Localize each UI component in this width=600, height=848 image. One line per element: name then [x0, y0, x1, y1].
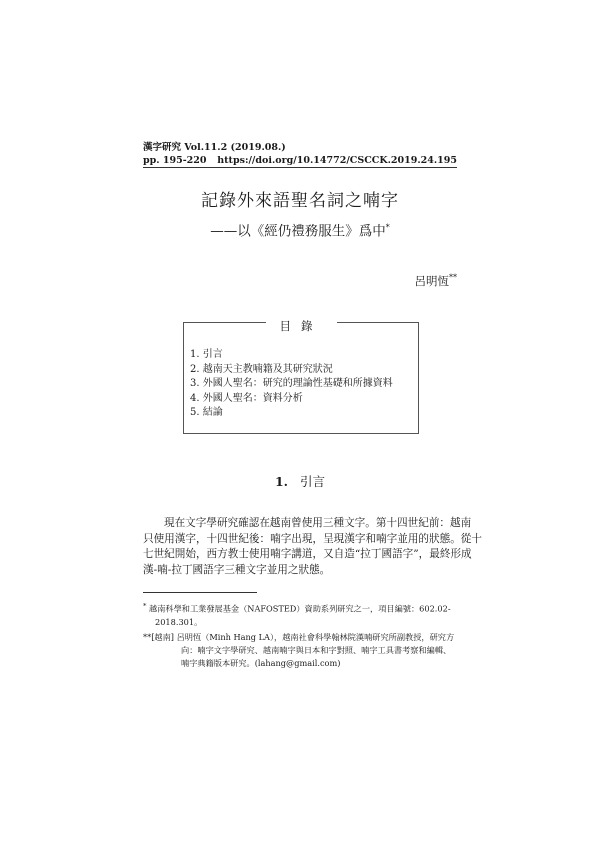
- header-rule: [143, 167, 457, 168]
- page-range: pp. 195-220: [143, 155, 207, 166]
- toc-item: 3. 外國人聖名：研究的理論性基礎和所據資料: [190, 378, 393, 389]
- author-text: 呂明恆: [414, 273, 449, 288]
- toc-item: 4. 外國人聖名：資料分析: [190, 392, 303, 404]
- toc-item: 5. 結論: [190, 407, 223, 418]
- journal-line: 漢字研究 Vol.11.2 (2019.08.): [143, 142, 286, 153]
- section-title: 引言: [300, 474, 326, 489]
- toc-item: 1. 引言: [190, 349, 223, 360]
- table-of-contents: [183, 319, 419, 434]
- footnote-2-mark: **[越南]: [143, 632, 174, 642]
- footnote-rule: [143, 592, 257, 593]
- paragraph-line: 現在文字學研究確認在越南曾使用三種文字。第十四世紀前：越南: [164, 517, 472, 529]
- body-paragraph: [143, 516, 482, 578]
- footnote-2: [143, 631, 463, 670]
- footnote-1-line: 2018.301。: [155, 616, 203, 627]
- footnote-1-line: 越南科學和工業發展基金（NAFOSTED）資助系列研究之一，項目編號：602.02-: [149, 603, 451, 614]
- footnote-1: [143, 600, 463, 629]
- paragraph-line: 只使用漢字，十四世紀後：喃字出現，呈現漢字和喃字並用的狀態。從十: [143, 532, 482, 545]
- paper-subtitle: [0, 219, 600, 241]
- author-footnote-mark: **: [449, 273, 457, 282]
- footnote-1-mark: *: [143, 602, 147, 610]
- section-number: 1.: [274, 474, 289, 489]
- footnote-2-line: 向：喃字文字學研究、越南喃字與日本和字對照、喃字工具書考察和編輯、: [181, 645, 452, 655]
- subtitle-footnote-mark: *: [385, 223, 390, 232]
- section-heading: [0, 473, 600, 490]
- paragraph-line: 漢-喃-拉丁國語字三種文字並用之狀態。: [143, 563, 331, 576]
- toc-list: [190, 348, 393, 421]
- paper-title: 記錄外來語聖名詞之喃字: [201, 191, 399, 211]
- toc-heading: 目錄: [266, 319, 337, 333]
- subtitle-text: ——以《經仍禮務服生》爲中: [210, 223, 386, 240]
- footnote-2-line: 呂明恆（Minh Hang LA），越南社會科學翰林院漢喃研究所副教授，研究方: [176, 632, 455, 642]
- author-name: [415, 270, 458, 289]
- doi-link[interactable]: https://doi.org/10.14772/CSCCK.2019.24.195: [217, 155, 457, 166]
- footnote-2-line: 喃字典籍版本研究。(lahang@gmail.com): [181, 658, 341, 668]
- toc-item: 2. 越南天主教喃籍及其研究狀況: [190, 363, 333, 375]
- paragraph-line: 七世紀開始，西方教士使用喃字講道，又自造“拉丁國語字”，最終形成: [143, 548, 472, 560]
